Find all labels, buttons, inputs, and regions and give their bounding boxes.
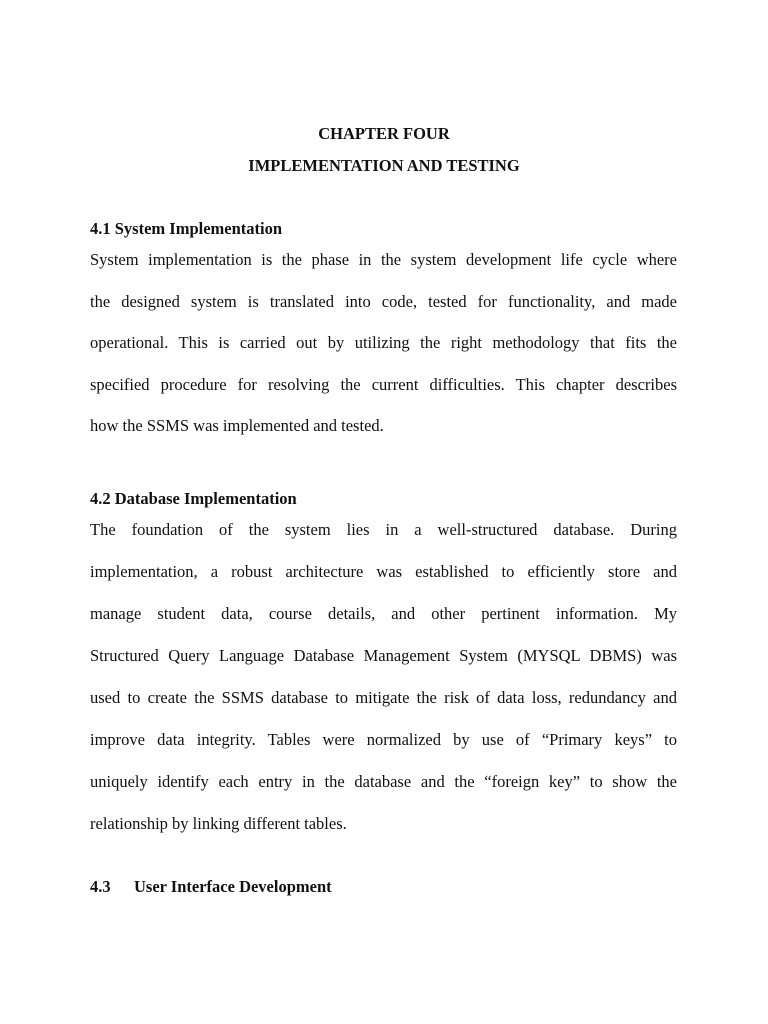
paragraph-line: specified procedure for resolving the current difficulties. This chapter describes <box>90 374 677 394</box>
section-heading-4-1: 4.1 System Implementation <box>90 219 283 238</box>
paragraph-line: relationship by linking different tables. <box>90 814 347 833</box>
paragraph-line: the designed system is translated into code, tested for functionality, and made <box>90 291 677 311</box>
paragraph-line: operational. This is carried out by utilizing the right methodology that fits the <box>90 333 677 352</box>
section-heading-4-2: 4.2 Database Implementation <box>90 489 297 508</box>
paragraph-line: manage student data, course details, and other pertinent information. My <box>90 604 677 623</box>
paragraph-line: uniquely identify each entry in the database and the “foreign key” to show the <box>90 772 677 791</box>
paragraph-line: implementation, a robust architecture was established to efficiently store and <box>90 562 677 581</box>
paragraph-line: Structured Query Language Database Management System (MYSQL DBMS) was <box>90 646 677 665</box>
chapter-title: CHAPTER FOUR <box>318 124 450 143</box>
section-heading-4-3 <box>90 877 332 897</box>
paragraph-line: how the SSMS was implemented and tested. <box>90 416 384 435</box>
paragraph-line: The foundation of the system lies in a well-structured database. During <box>90 520 677 539</box>
section-title: User Interface Development <box>134 877 332 896</box>
paragraph-line: improve data integrity. Tables were normalized by use of “Primary keys” to <box>90 730 677 749</box>
section-number: 4.3 <box>90 877 111 896</box>
paragraph-line: used to create the SSMS database to mitigate the risk of data loss, redundancy and <box>90 688 677 707</box>
paragraph-line: System implementation is the phase in the system development life cycle where <box>90 250 677 269</box>
chapter-subtitle: IMPLEMENTATION AND TESTING <box>248 156 520 175</box>
